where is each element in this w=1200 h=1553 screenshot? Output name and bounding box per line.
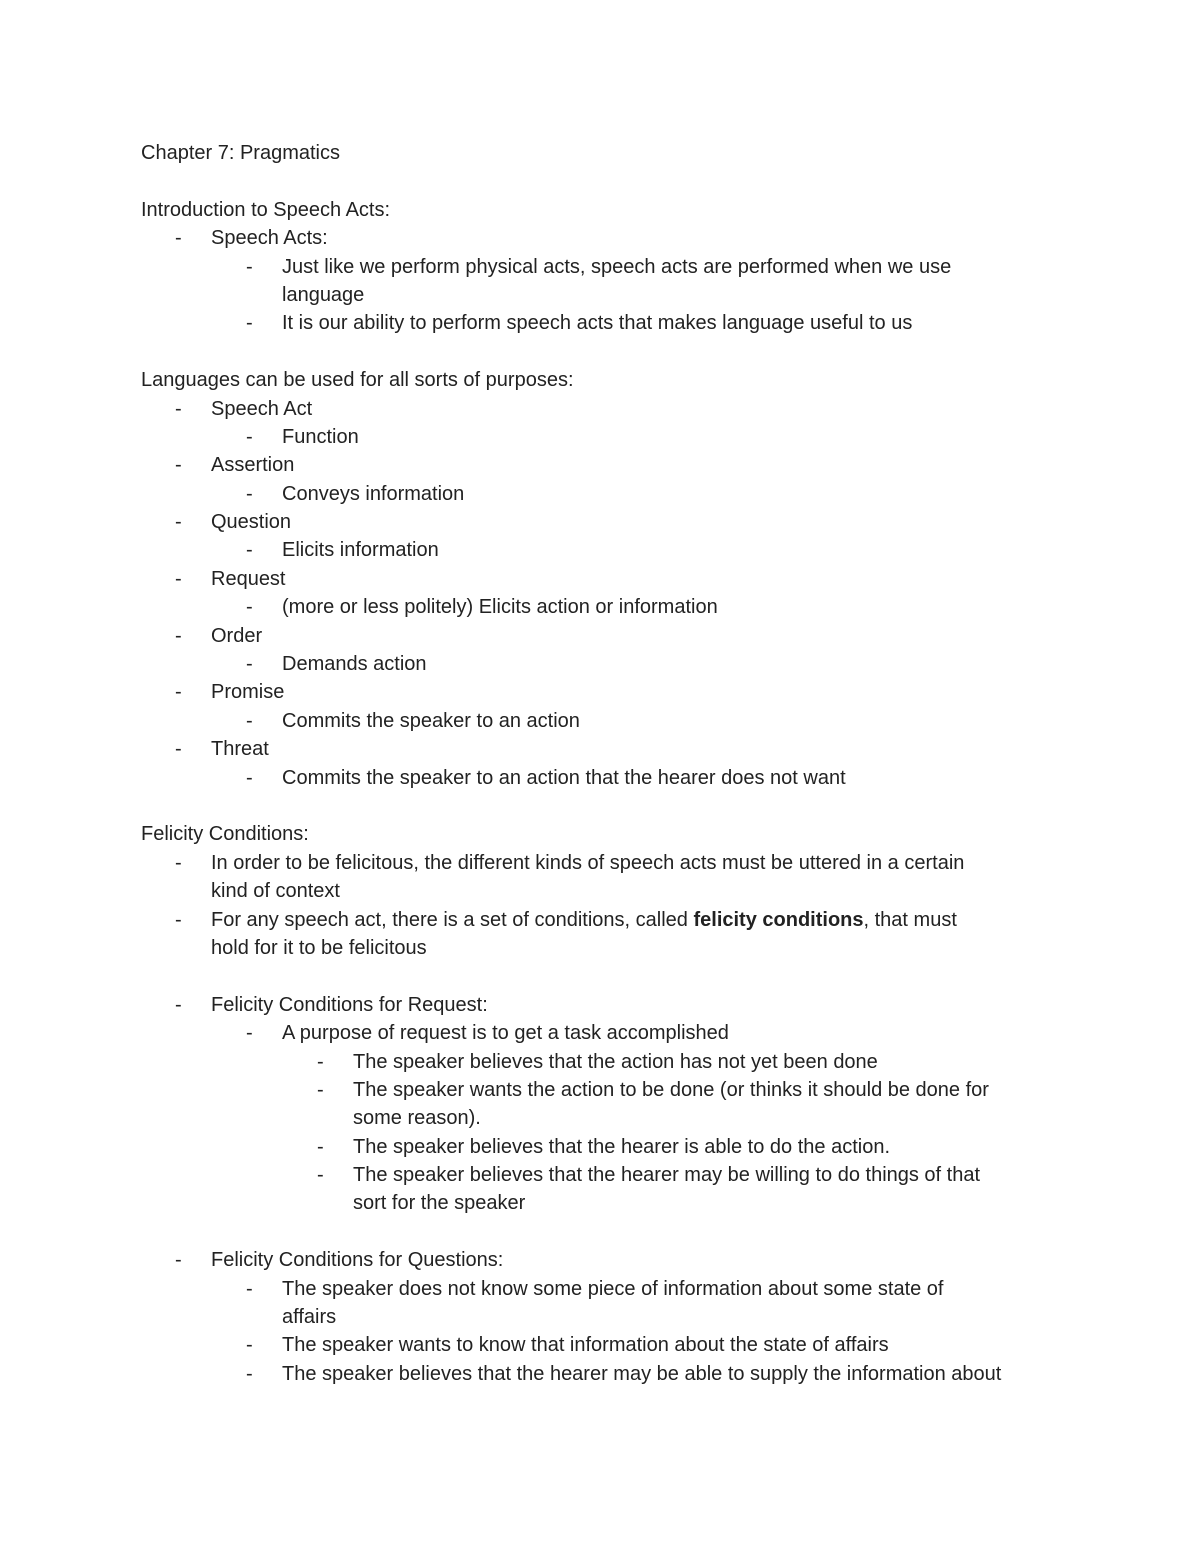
list-item [141, 480, 1071, 508]
list-item [141, 1331, 1071, 1359]
bullet-dash: - [246, 766, 253, 789]
speech-act-name: Threat [211, 738, 269, 761]
list-item [141, 1048, 1071, 1076]
bullet-dash: - [317, 1164, 324, 1187]
speech-act-name: Assertion [211, 454, 295, 477]
list-item-text: affairs [282, 1306, 337, 1329]
list-item [141, 451, 1071, 479]
bullet-dash: - [175, 454, 182, 477]
list-item-continuation [141, 1303, 1071, 1331]
bullet-dash: - [175, 227, 182, 250]
section-heading-felicity: Felicity Conditions: [141, 823, 309, 846]
list-item-continuation [141, 877, 1071, 905]
bullet-dash: - [317, 1078, 324, 1101]
list-item [141, 650, 1071, 678]
bullet-dash: - [246, 1362, 253, 1385]
list-item [141, 849, 1071, 877]
bullet-dash: - [175, 908, 182, 931]
list-item-text: In order to be felicitous, the different kinds of speech acts must be uttered in a certain [211, 851, 965, 874]
bullet-dash: - [246, 1277, 253, 1300]
speech-act-function: Commits the speaker to an action [282, 709, 580, 732]
list-item-text: kind of context [211, 880, 340, 903]
bullet-dash: - [246, 539, 253, 562]
subsection-heading-questions: Felicity Conditions for Questions: [211, 1249, 504, 1272]
list-item-text: The speaker believes that the hearer may be willing to do things of that [353, 1164, 981, 1187]
list-item-text: A purpose of request is to get a task accomplished [282, 1022, 729, 1045]
bullet-dash: - [246, 709, 253, 732]
list-item [141, 309, 1071, 337]
bullet-dash: - [246, 653, 253, 676]
spacer [141, 1218, 1071, 1246]
document-page [141, 139, 1071, 1388]
list-item-text: The speaker believes that the action has not yet been done [353, 1050, 878, 1073]
bullet-dash: - [175, 397, 182, 420]
list-item [141, 1360, 1071, 1388]
speech-act-function: Function [282, 425, 359, 448]
bullet-dash: - [175, 738, 182, 761]
list-item [141, 536, 1071, 564]
speech-act-function: Demands action [282, 653, 427, 676]
list-item-text: some reason). [353, 1107, 481, 1130]
speech-act-name: Order [211, 624, 263, 647]
list-item-text: , that must [863, 908, 957, 931]
speech-act-name: Promise [211, 681, 285, 704]
bullet-dash: - [175, 851, 182, 874]
list-item-text: sort for the speaker [353, 1192, 526, 1215]
list-item-text: The speaker wants the action to be done (or thinks it should be done for [353, 1078, 989, 1101]
list-item [141, 423, 1071, 451]
bullet-dash: - [175, 993, 182, 1016]
spacer [141, 338, 1071, 366]
list-item-continuation [141, 281, 1071, 309]
list-item [141, 1133, 1071, 1161]
bullet-dash: - [317, 1135, 324, 1158]
section-heading-intro: Introduction to Speech Acts: [141, 198, 391, 221]
speech-act-function: Commits the speaker to an action that the hearer does not want [282, 766, 846, 789]
bullet-dash: - [246, 482, 253, 505]
bullet-dash: - [246, 1022, 253, 1045]
speech-act-list [141, 395, 1071, 792]
bullet-dash: - [246, 255, 253, 278]
list-item-text: It is our ability to perform speech acts that makes language useful to us [282, 312, 913, 335]
list-item-text: The speaker does not know some piece of information about some state of [282, 1277, 944, 1300]
speech-act-function: Elicits information [282, 539, 439, 562]
list-item [141, 906, 1071, 934]
list-item [141, 991, 1071, 1019]
list-item [141, 1019, 1071, 1047]
list-item [141, 593, 1071, 621]
list-item-text: For any speech act, there is a set of conditions, called [211, 908, 694, 931]
list-item [141, 253, 1071, 281]
spacer [141, 792, 1071, 820]
speech-act-function: Conveys information [282, 482, 465, 505]
spacer [141, 962, 1071, 990]
list-item-continuation [141, 1104, 1071, 1132]
list-item [141, 764, 1071, 792]
list-item [141, 508, 1071, 536]
bullet-dash: - [175, 567, 182, 590]
list-item-text: The speaker believes that the hearer is able to do the action. [353, 1135, 891, 1158]
list-item-text: The speaker believes that the hearer may be able to supply the information about [282, 1362, 1002, 1385]
speech-act-name: Speech Act [211, 397, 313, 420]
list-item [141, 1275, 1071, 1303]
list-item [141, 622, 1071, 650]
speech-act-function: (more or less politely) Elicits action or information [282, 596, 718, 619]
list-item [141, 395, 1071, 423]
list-item [141, 565, 1071, 593]
section-heading-purposes: Languages can be used for all sorts of purposes: [141, 369, 574, 392]
speech-act-name: Question [211, 511, 292, 534]
bullet-dash: - [175, 681, 182, 704]
list-item-continuation [141, 1189, 1071, 1217]
list-item [141, 678, 1071, 706]
bullet-dash: - [246, 312, 253, 335]
bullet-dash: - [246, 1334, 253, 1357]
list-item [141, 707, 1071, 735]
list-item-text: Speech Acts: [211, 227, 328, 250]
bullet-dash: - [246, 425, 253, 448]
list-item-text: language [282, 283, 365, 306]
list-item [141, 1161, 1071, 1189]
list-item [141, 1246, 1071, 1274]
list-item [141, 735, 1071, 763]
list-item [141, 224, 1071, 252]
bullet-dash: - [175, 624, 182, 647]
speech-act-name: Request [211, 567, 286, 590]
bullet-dash: - [317, 1050, 324, 1073]
bold-term: felicity conditions [693, 908, 864, 931]
page-title: Chapter 7: Pragmatics [141, 142, 340, 164]
list-item-text: The speaker wants to know that information about the state of affairs [282, 1334, 889, 1357]
subsection-heading-request: Felicity Conditions for Request: [211, 993, 488, 1016]
list-item-text: hold for it to be felicitous [211, 936, 427, 959]
list-item-continuation [141, 934, 1071, 962]
bullet-dash: - [175, 511, 182, 534]
bullet-dash: - [175, 1249, 182, 1272]
list-item-text: Just like we perform physical acts, speech acts are performed when we use [282, 255, 952, 278]
spacer [141, 167, 1071, 195]
bullet-dash: - [246, 596, 253, 619]
list-item [141, 1076, 1071, 1104]
